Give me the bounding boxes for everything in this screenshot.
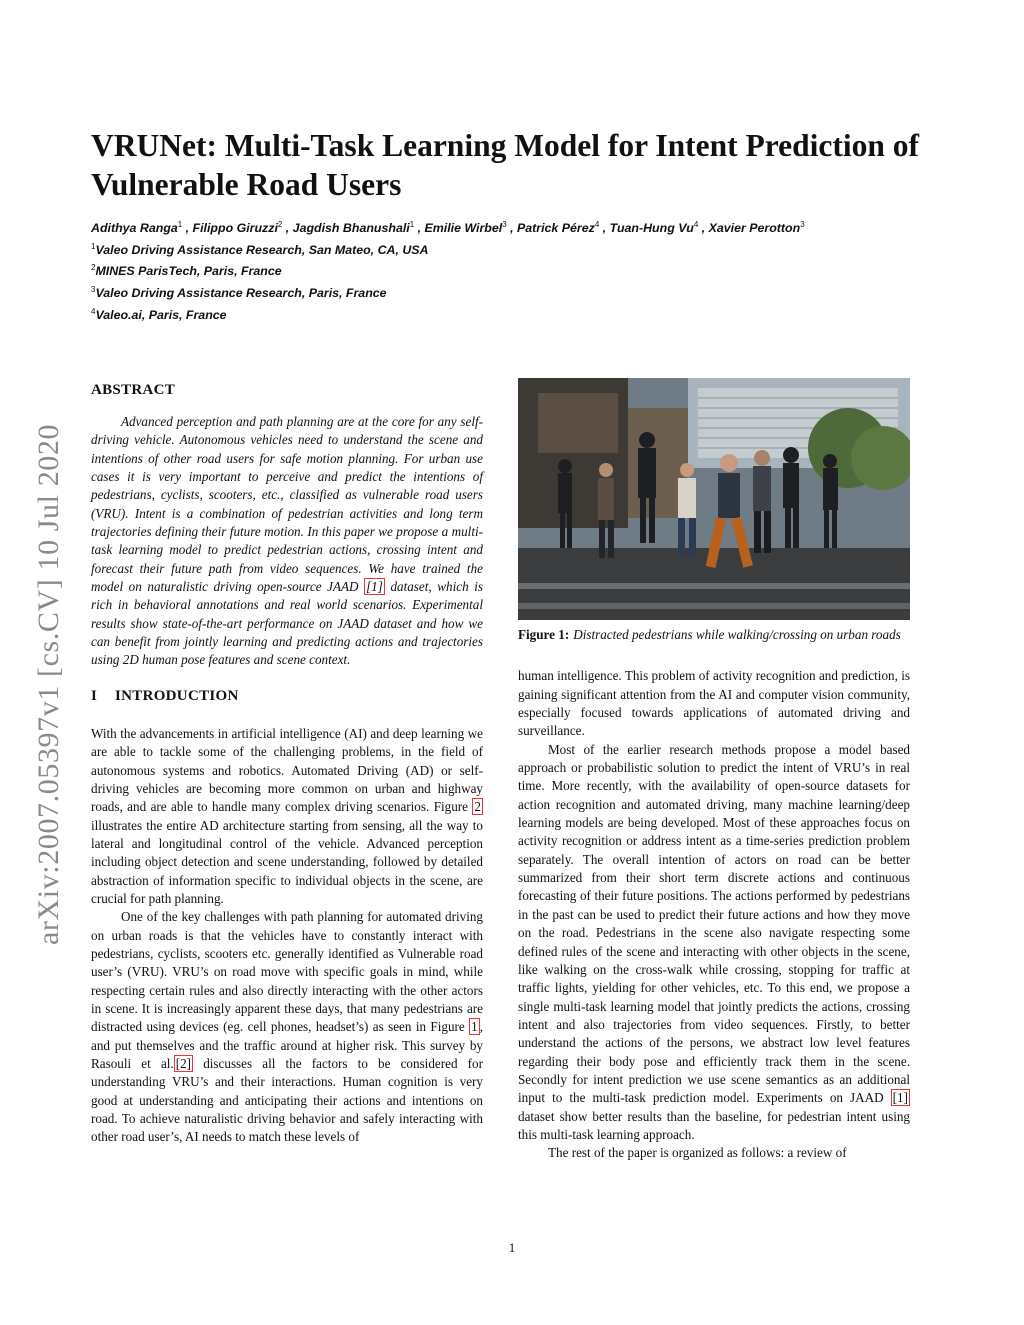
author-affiliation-mark: 1 <box>177 220 183 229</box>
author-name: Filippo Giruzzi <box>192 221 278 236</box>
abstract-heading: ABSTRACT <box>91 382 176 398</box>
affiliation-number: 3 <box>91 284 96 294</box>
affiliation-number: 1 <box>91 241 96 251</box>
right-paragraph-3: The rest of the paper is organized as follows: a review of <box>548 1145 847 1161</box>
author-name: Emilie Wirbel <box>424 221 503 236</box>
arxiv-id: arXiv:2007.05397v1 [cs.CV] 10 Jul 2020 <box>32 423 65 945</box>
photo-storefront <box>538 393 618 453</box>
author-name: Adithya Ranga <box>91 221 178 236</box>
affiliation-number: 4 <box>91 306 96 316</box>
author-affiliation-mark: 1 <box>409 220 415 229</box>
author-name: Jagdish Bhanushali <box>292 221 410 236</box>
affiliation-4 <box>91 303 951 325</box>
citation-link[interactable]: [2] <box>175 1056 192 1071</box>
arxiv-sidebar-stamp <box>30 365 66 945</box>
intro-paragraph-1: With the advancements in artificial intelligence (AI) and deep learning we are able to tackle some of the challenging problems, in the field of autonomous systems and robotics. Automated Driving (AD) or self-driving vehicles are becoming more common on urban and highway roads, and are able to handle many complex driving scenarios. Figure 2 illustrates the entire AD architecture starting from sensing, all the way to lateral and longitudinal control of the vehicle. Advanced perception including object detection and scene understanding, followed by detailed abstraction of information specific to individual objects in the scene, are crucial for path planning. <box>91 725 483 906</box>
author-affiliation-mark: 4 <box>693 220 699 229</box>
figure-reference-link[interactable]: 1 <box>471 1019 478 1035</box>
pedestrian-street-photo <box>518 378 910 620</box>
section-title: INTRODUCTION <box>115 687 239 704</box>
author-name: Xavier Perotton <box>708 221 801 236</box>
affiliation-text: MINES ParisTech, Paris, France <box>95 264 282 279</box>
affiliation-number: 2 <box>91 263 96 273</box>
citation-link[interactable]: [1] <box>366 579 383 595</box>
author-affiliation-mark: 3 <box>800 220 805 229</box>
citation-link[interactable]: [1] <box>892 1090 908 1106</box>
figure-caption <box>518 626 910 644</box>
page-number: 1 <box>508 1240 516 1255</box>
author-name: Tuan-Hung Vu <box>609 221 694 236</box>
paper-title: VRUNet: Multi-Task Learning Model for Intent Prediction of Vulnerable Road Users <box>91 128 919 202</box>
author-affiliation-mark: 2 <box>277 220 283 229</box>
author-affiliation-mark: 3 <box>502 220 507 229</box>
figure-caption-text: Distracted pedestrians while walking/crossing on urban roads <box>573 627 901 642</box>
right-paragraph-1: human intelligence. This problem of activity recognition and prediction, is gaining significant attention from the AI and computer vision community, especially focused towards applications of automated driving and surveillance. <box>518 668 910 739</box>
author-affiliation-mark: 4 <box>594 220 600 229</box>
figure-label: Figure 1: <box>518 627 570 642</box>
affiliation-text: Valeo Driving Assistance Research, Paris, France <box>95 286 387 300</box>
affiliation-text: Valeo.ai, Paris, France <box>95 307 227 322</box>
author-name: Patrick Pérez <box>516 221 595 236</box>
section-number: I <box>91 687 98 704</box>
affiliation-3 <box>91 281 951 303</box>
figure-photo-pedestrians <box>518 378 910 620</box>
author-block <box>91 216 951 324</box>
intro-paragraph-2: One of the key challenges with path planning for automated driving on urban roads is that the vehicles have to constantly interact with pedestrians, cyclists, scooters etc. generally identified as Vulnerable road user’s (VRU). VRU’s on road move with specific goals in mind, while respecting certain rules and also directly interacting with the other actors in scene. It is increasingly apparent these days, that many pedestrians are distracted using devices (eg. cell phones, headset’s) as seen in Figure 1 , and put themselves and the traffic around at higher risk. This survey by Rasouli et al. [2] discusses all the factors to be considered for understanding VRU’s and their interactions. Human cognition is very good at understanding and anticipating their actions and intentions on road. To achieve naturalistic driving behavior and safely interacting with other road user’s, AI needs to match these levels of <box>91 909 483 1145</box>
author-line: Adithya Ranga$^1$ , Filippo Giruzzi$^2$ , Jagdish Bhanushali$^1$ , Emilie Wirbel$^3$ , Patrick Pérez$^4$ , Tuan-Hung Vu$^4$ , Xavier Perotton$^3$ <box>91 220 805 236</box>
section-heading-introduction <box>91 686 483 706</box>
abstract-text: Advanced perception and path planning are at the core for any self-driving vehicle. Autonomous vehicles need to understand the scene and intentions of other road users for safe motion planning. For urban use cases it is very important to perceive and predict the intentions of pedestrians, cyclists, scooters, etc., classified as vulnerable road users (VRU). Intent is a combination of pedestrian activities and long term trajectories defining their future motion. In this paper we propose a multi-task learning model to predict pedestrian actions, crossing intent and forecast their future path from video sequences. We have trained the model on naturalistic driving open-source JAAD [1] dataset, which is rich in behavioral annotations and real world scenarios. Experimental results show state-of-the-art performance on JAAD dataset and how we can benefit from jointly learning and predicting actions and trajectories using 2D human pose features and scene context. <box>91 414 483 668</box>
left-column <box>91 380 483 1147</box>
figure-reference-link[interactable]: 2 <box>474 799 481 815</box>
affiliation-1 <box>91 238 951 260</box>
affiliation-text: Valeo Driving Assistance Research, San Mateo, CA, USA <box>95 242 429 257</box>
affiliation-2 <box>91 259 951 281</box>
right-column <box>518 378 910 1163</box>
right-paragraph-2: Most of the earlier research methods propose a model based approach or probabilistic solution to predict the intent of VRU’s in real time. More recently, with the availability of open-source datasets for action recognition and automated driving, many machine learning/deep learning models are being developed. Most of these approaches focus on activity recognition or address intent as a time-series prediction problem separately. The overall intention of actors on road can be better summarized from their short term discrete actions and continuous forecasting of their future positions. The actions performed by pedestrians in the past can be used to predict their future actions and how they move on the road. Pedestrians in the scene also navigate respecting some defined rules of the scene and interacting with other objects in the scene, like walking on the cross-walk while crossing, stopping for traffic at traffic lights, yielding for other vehicles, etc. To this end, we propose a single multi-task learning model that jointly predicts the actions, crossing intent and also trajectories from video sequences. Firstly, to better understand the actions of the persons, we abstract low level features regarding their body pose and efficiently track them in the scene. Secondly for intent prediction we use scene semantics as an additional input to the multi-task prediction model. Experiments on JAAD [1] dataset show better results than the baseline, for pedestrian intent using this multi-task learning approach. <box>518 741 910 1142</box>
